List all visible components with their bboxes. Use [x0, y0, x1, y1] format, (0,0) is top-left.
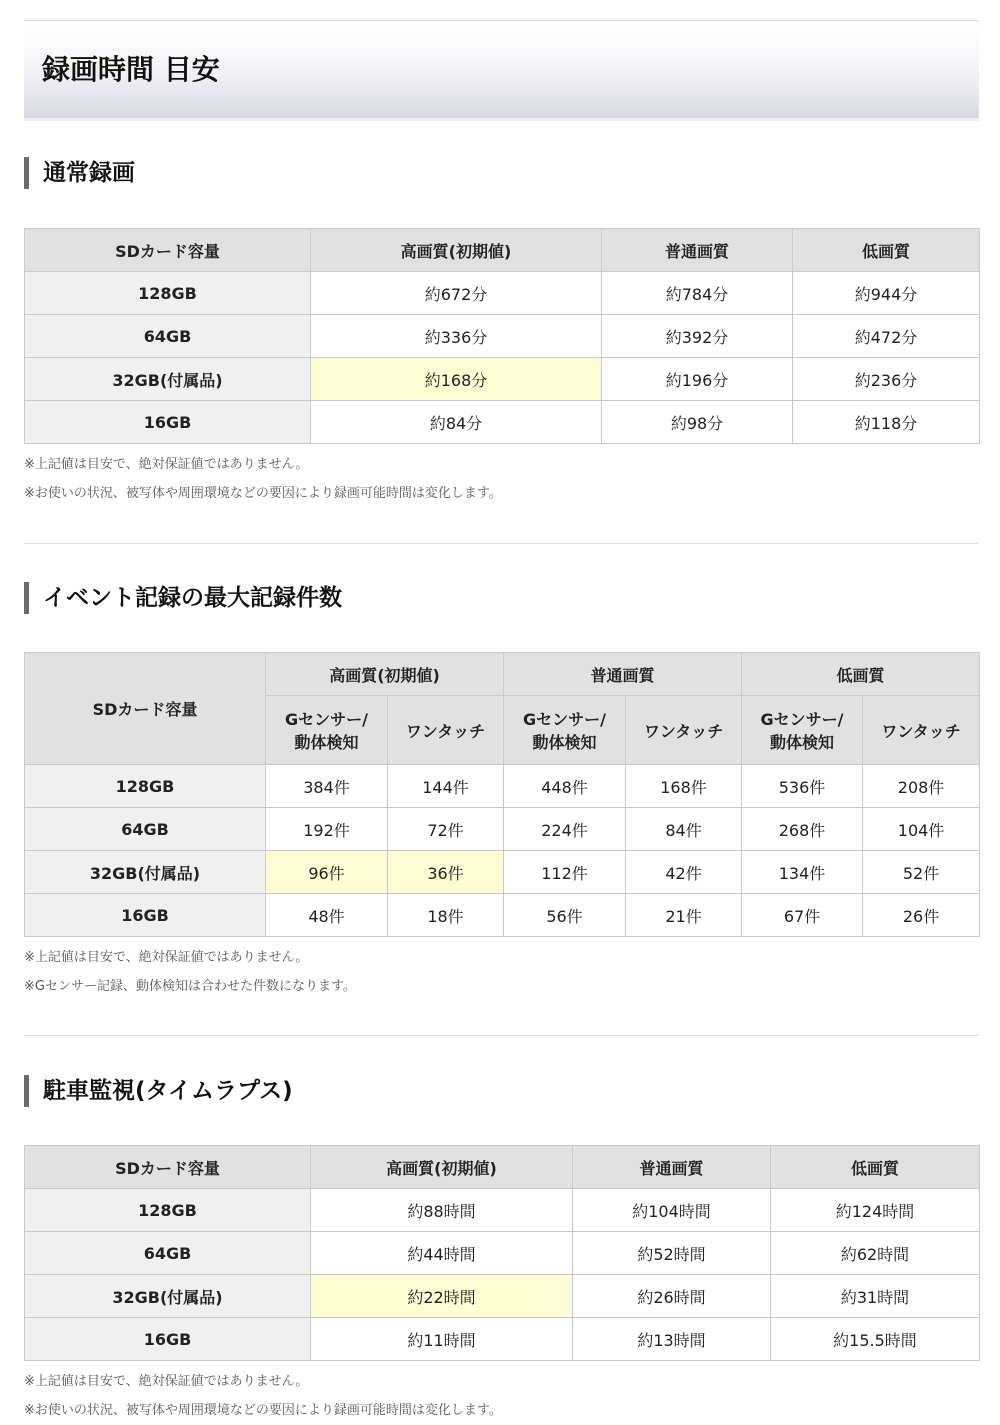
- table-row: [25, 894, 980, 937]
- note-text: ※上記値は目安で、絶対保証値ではありません。: [24, 950, 309, 965]
- table-cell: 約44時間: [311, 1232, 573, 1275]
- subheader-gsensor: [266, 696, 388, 765]
- table-cell: 134件: [742, 851, 863, 894]
- row-label: 32GB(付属品): [25, 1275, 311, 1318]
- subheader-line: 動体検知: [532, 733, 597, 752]
- header-normal-quality: 普通画質: [504, 653, 742, 696]
- table-cell: 約13時間: [573, 1318, 771, 1361]
- section-divider: [24, 543, 979, 544]
- table-row: [25, 358, 980, 401]
- section-title-event: イベント記録の最大記録件数: [24, 582, 342, 614]
- row-label: 64GB: [25, 808, 266, 851]
- section-divider: [24, 1035, 979, 1036]
- table-cell: 448件: [504, 765, 626, 808]
- row-label: 16GB: [25, 894, 266, 937]
- table-header-row: [25, 653, 980, 696]
- table-cell: 約62時間: [771, 1232, 980, 1275]
- subheader-onetouch: ワンタッチ: [626, 696, 742, 765]
- table-cell: 約944分: [793, 272, 980, 315]
- table-cell-highlighted: 36件: [388, 851, 504, 894]
- table-cell: 84件: [626, 808, 742, 851]
- subheader-line: Gセンサー/: [523, 710, 606, 729]
- table-cell: 208件: [863, 765, 980, 808]
- table-cell: 112件: [504, 851, 626, 894]
- table-row: [25, 401, 980, 444]
- table-row: [25, 1318, 980, 1361]
- table-header-row: [25, 229, 980, 272]
- page-title-banner: [24, 22, 979, 121]
- row-label: 64GB: [25, 1232, 311, 1275]
- top-rule: [24, 20, 979, 21]
- table-cell: 224件: [504, 808, 626, 851]
- row-label: 64GB: [25, 315, 311, 358]
- table-cell: 約11時間: [311, 1318, 573, 1361]
- table-cell: 48件: [266, 894, 388, 937]
- subheader-line: Gセンサー/: [285, 710, 368, 729]
- header-high-quality: 高画質(初期値): [311, 229, 602, 272]
- header-low-quality: 低画質: [742, 653, 980, 696]
- table-cell-highlighted: 96件: [266, 851, 388, 894]
- subheader-gsensor: [742, 696, 863, 765]
- table-cell: 約104時間: [573, 1189, 771, 1232]
- row-label: 32GB(付属品): [25, 851, 266, 894]
- table-row: [25, 808, 980, 851]
- table-cell: 144件: [388, 765, 504, 808]
- table-cell: 72件: [388, 808, 504, 851]
- table-row: [25, 765, 980, 808]
- table-cell: 192件: [266, 808, 388, 851]
- note-text: ※上記値は目安で、絶対保証値ではありません。: [24, 1374, 309, 1389]
- table-cell: 168件: [626, 765, 742, 808]
- header-normal-quality: 普通画質: [602, 229, 793, 272]
- subheader-onetouch: ワンタッチ: [863, 696, 980, 765]
- table-row: [25, 1232, 980, 1275]
- table-cell: 約88時間: [311, 1189, 573, 1232]
- subheader-line: Gセンサー/: [760, 710, 844, 729]
- table-cell: 536件: [742, 765, 863, 808]
- row-label: 32GB(付属品): [25, 358, 311, 401]
- row-label: 16GB: [25, 401, 311, 444]
- table-row: [25, 851, 980, 894]
- subheader-onetouch: ワンタッチ: [388, 696, 504, 765]
- table-cell: 約52時間: [573, 1232, 771, 1275]
- note-text: ※お使いの状況、被写体や周囲環境などの要因により録画可能時間は変化します。: [24, 1403, 502, 1418]
- table-cell: 約15.5時間: [771, 1318, 980, 1361]
- table-cell: 56件: [504, 894, 626, 937]
- subheader-gsensor: [504, 696, 626, 765]
- header-sd-capacity: SDカード容量: [25, 653, 266, 765]
- table-cell: 67件: [742, 894, 863, 937]
- table-row: [25, 1275, 980, 1318]
- section-title-parking: 駐車監視(タイムラプス): [24, 1075, 293, 1107]
- parking-recording-table: [24, 1145, 980, 1361]
- table-cell: 約784分: [602, 272, 793, 315]
- table-row: [25, 1189, 980, 1232]
- table-cell: 268件: [742, 808, 863, 851]
- subheader-line: 動体検知: [294, 733, 359, 752]
- table-cell-highlighted: 約168分: [311, 358, 602, 401]
- table-header-row: [25, 1146, 980, 1189]
- table-cell: 42件: [626, 851, 742, 894]
- table-cell: 104件: [863, 808, 980, 851]
- section-title-normal: 通常録画: [24, 157, 135, 189]
- header-sd-capacity: SDカード容量: [25, 1146, 311, 1189]
- table-cell: 約392分: [602, 315, 793, 358]
- table-cell: 約672分: [311, 272, 602, 315]
- table-cell: 384件: [266, 765, 388, 808]
- normal-recording-table: [24, 228, 980, 444]
- note-text: ※お使いの状況、被写体や周囲環境などの要因により録画可能時間は変化します。: [24, 486, 502, 501]
- table-cell: 52件: [863, 851, 980, 894]
- table-cell: 26件: [863, 894, 980, 937]
- table-row: [25, 272, 980, 315]
- table-cell: 約236分: [793, 358, 980, 401]
- header-high-quality: 高画質(初期値): [311, 1146, 573, 1189]
- table-cell: 約98分: [602, 401, 793, 444]
- table-cell: 18件: [388, 894, 504, 937]
- row-label: 128GB: [25, 1189, 311, 1232]
- header-low-quality: 低画質: [771, 1146, 980, 1189]
- header-low-quality: 低画質: [793, 229, 980, 272]
- header-sd-capacity: SDカード容量: [25, 229, 311, 272]
- event-recording-table: [24, 652, 980, 937]
- table-cell: 21件: [626, 894, 742, 937]
- row-label: 128GB: [25, 765, 266, 808]
- table-cell-highlighted: 約22時間: [311, 1275, 573, 1318]
- table-row: [25, 315, 980, 358]
- table-cell: 約196分: [602, 358, 793, 401]
- row-label: 128GB: [25, 272, 311, 315]
- page-title: 録画時間 目安: [42, 53, 220, 86]
- subheader-line: 動体検知: [770, 733, 835, 752]
- table-cell: 約26時間: [573, 1275, 771, 1318]
- table-cell: 約84分: [311, 401, 602, 444]
- note-text: ※上記値は目安で、絶対保証値ではありません。: [24, 457, 309, 472]
- table-cell: 約118分: [793, 401, 980, 444]
- table-cell: 約31時間: [771, 1275, 980, 1318]
- header-high-quality: 高画質(初期値): [266, 653, 504, 696]
- row-label: 16GB: [25, 1318, 311, 1361]
- header-normal-quality: 普通画質: [573, 1146, 771, 1189]
- table-cell: 約336分: [311, 315, 602, 358]
- table-cell: 約472分: [793, 315, 980, 358]
- note-text: ※Gセンサー記録、動体検知は合わせた件数になります。: [24, 979, 356, 994]
- table-cell: 約124時間: [771, 1189, 980, 1232]
